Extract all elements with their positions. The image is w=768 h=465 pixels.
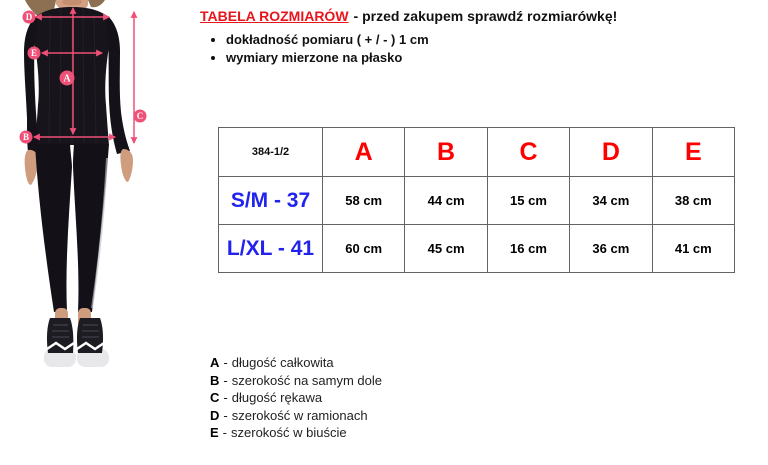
leggings-left	[35, 144, 72, 312]
sweater-sleeve-right	[106, 16, 130, 154]
table-header-row	[219, 128, 735, 177]
size-table-title: TABELA ROZMIARÓW	[200, 8, 349, 24]
hand-right	[120, 149, 133, 182]
column-header-b: B	[405, 128, 487, 177]
note-flat-measure: • wymiary mierzone na płasko	[226, 49, 760, 67]
model-code-cell: 384-1/2	[219, 128, 323, 177]
model-photo	[0, 0, 180, 460]
measure-marker-e	[28, 47, 41, 60]
person-silhouette	[24, 0, 133, 367]
table-row-lxl	[219, 225, 735, 273]
legend-desc-b: szerokość na samym dole	[231, 372, 383, 388]
svg-text:B: B	[22, 132, 30, 143]
sneaker-left	[44, 318, 76, 367]
value-cell: 60 cm	[323, 225, 405, 273]
size-table	[218, 127, 735, 273]
svg-text:D: D	[25, 12, 33, 23]
legend-item-e: E - szerokość w biuście	[210, 425, 347, 440]
page-title	[200, 8, 760, 24]
measurement-notes	[200, 31, 760, 67]
size-label-sm: S/M - 37	[219, 177, 323, 225]
legend-desc-a: długość całkowita	[231, 355, 334, 370]
measurement-legend	[210, 354, 382, 442]
value-cell: 44 cm	[405, 177, 487, 225]
note-accuracy: • dokładność pomiaru ( + / - ) 1 cm	[226, 31, 760, 49]
measure-marker-b	[20, 131, 33, 144]
size-label-lxl: L/XL - 41	[219, 225, 323, 273]
model-photo-figure	[0, 0, 180, 460]
legend-desc-d: szerokość w ramionach	[231, 407, 368, 423]
value-cell: 36 cm	[570, 225, 652, 273]
value-cell: 34 cm	[570, 177, 652, 225]
column-header-e: E	[652, 128, 734, 177]
svg-text:E: E	[30, 48, 38, 59]
legend-item-a: A - długość całkowita	[210, 355, 334, 370]
value-cell: 45 cm	[405, 225, 487, 273]
legend-item-c: C - długość rękawa	[210, 390, 323, 405]
header-block	[200, 8, 760, 67]
value-cell: 38 cm	[652, 177, 734, 225]
column-header-c: C	[487, 128, 569, 177]
hair-shape-right	[88, 0, 105, 7]
measure-marker-c	[134, 110, 147, 123]
legend-desc-e: szerokość w biuście	[231, 425, 347, 440]
table-row-sm	[219, 177, 735, 225]
svg-text:A: A	[63, 73, 71, 85]
sneaker-right	[77, 318, 109, 367]
legend-desc-c: długość rękawa	[231, 390, 323, 405]
legend-item-b: B - szerokość na samym dole	[210, 372, 383, 388]
column-header-a: A	[323, 128, 405, 177]
measure-marker-a	[60, 71, 75, 86]
legend-item-d: D - szerokość w ramionach	[210, 407, 368, 423]
svg-text:C: C	[136, 111, 144, 122]
leggings-right	[73, 144, 109, 312]
measure-marker-d	[23, 11, 36, 24]
value-cell: 58 cm	[323, 177, 405, 225]
size-table-subtitle: - przed zakupem sprawdź rozmiarówkę!	[353, 8, 618, 24]
value-cell: 15 cm	[487, 177, 569, 225]
column-header-d: D	[570, 128, 652, 177]
value-cell: 41 cm	[652, 225, 734, 273]
value-cell: 16 cm	[487, 225, 569, 273]
